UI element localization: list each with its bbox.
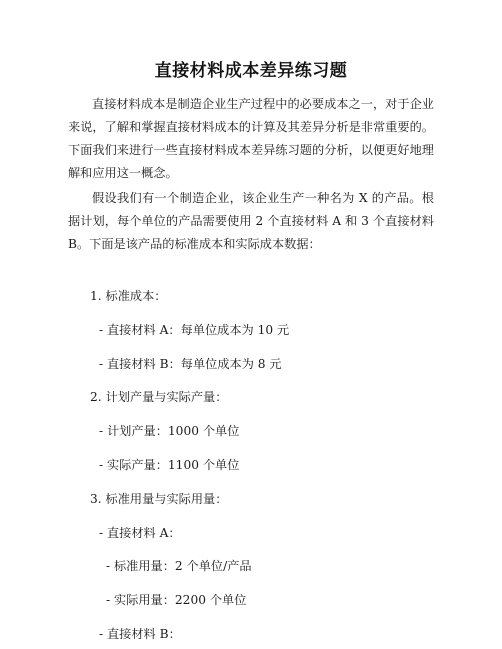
document-title: 直接材料成本差异练习题	[154, 61, 348, 81]
list-item-material-b-cost: - 直接材料 B：每单位成本为 8 元	[99, 356, 282, 371]
scenario-paragraph: 假设我们有一个制造企业，该企业生产一种名为 X 的产品。根据计划，每个单位的产品需要使用 2 个直接材料 A 和 3 个直接材料 B。下面是该产品的标准成本和实际成本数据：	[68, 191, 434, 251]
list-heading-usage: 3. 标准用量与实际用量：	[90, 491, 228, 506]
list-item-material-a-usage: - 直接材料 A：	[99, 525, 181, 540]
intro-paragraph: 直接材料成本是制造企业生产过程中的必要成本之一，对于企业来说，了解和掌握直接材料成本的计算及其差异分析是非常重要的。下面我们来进行一些直接材料成本差异练习题的分析，以便更好地理解和应用这一概念。	[68, 97, 434, 180]
list-heading-standard-cost: 1. 标准成本：	[90, 289, 167, 303]
list-item-standard-usage: - 标准用量：2 个单位/产品	[106, 559, 252, 574]
list-item-material-b-usage: - 直接材料 B：	[99, 627, 181, 641]
list-heading-production: 2. 计划产量与实际产量：	[90, 390, 228, 405]
list-item-actual-output: - 实际产量：1100 个单位	[99, 458, 240, 472]
list-item-material-a-cost: - 直接材料 A：每单位成本为 10 元	[99, 322, 290, 337]
list-item-planned-output: - 计划产量：1000 个单位	[99, 424, 240, 439]
list-item-actual-usage: - 实际用量：2200 个单位	[106, 593, 247, 608]
